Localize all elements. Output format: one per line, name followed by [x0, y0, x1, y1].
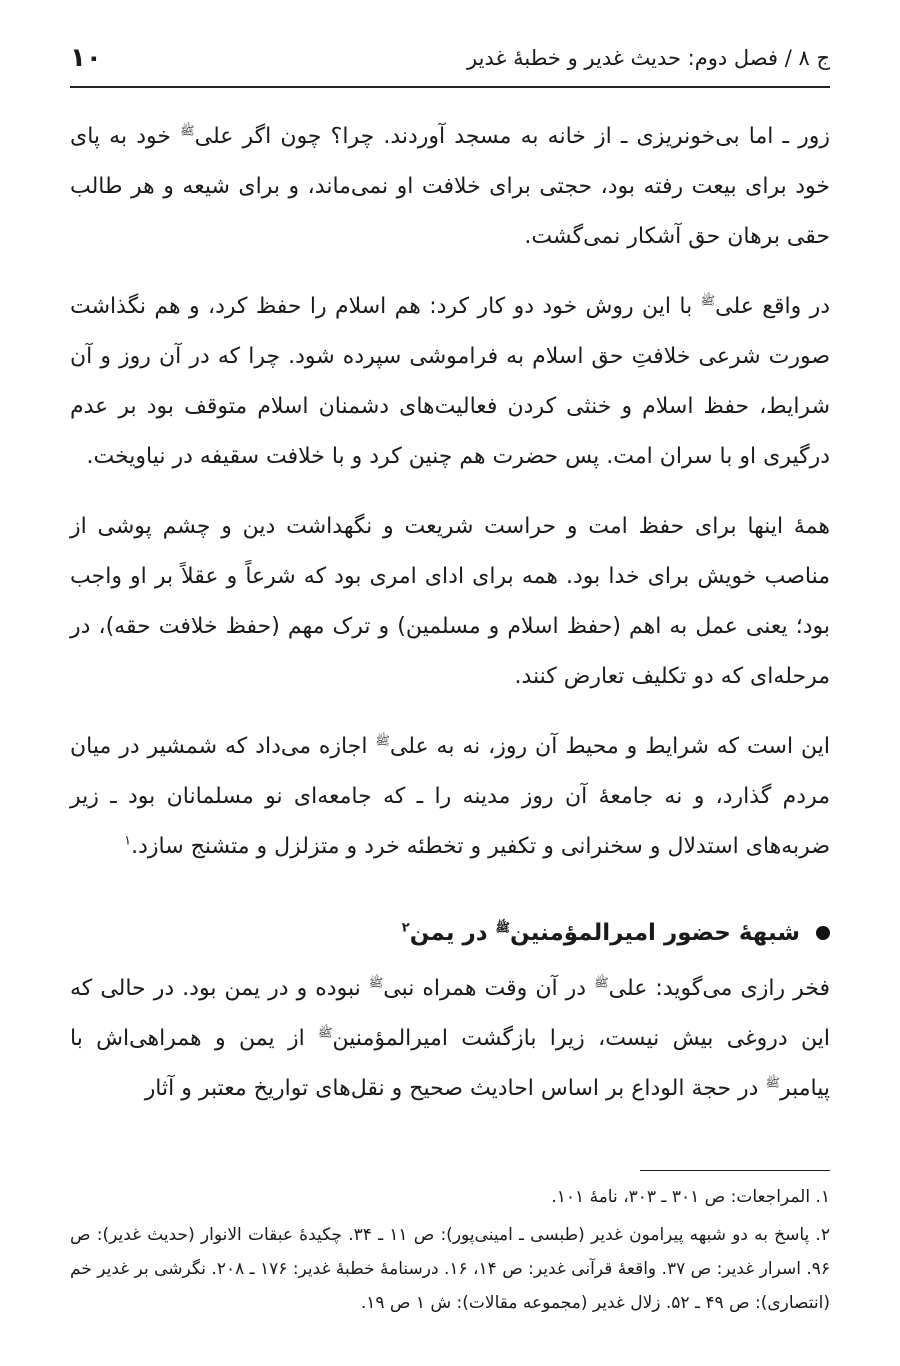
- paragraph-5-text-e: در حجة الوداع بر اساس احادیث صحیح و نقل‌های تواریخ معتبر و آثار: [144, 1076, 766, 1101]
- honorific-glyph: ﷺ: [700, 293, 716, 308]
- paragraph-5-text-d: از یمن و همراهی‌اش با پیامبر: [70, 1026, 830, 1101]
- footnote-2: ۲. پاسخ به دو شبهه پیرامون غدیر (طبسی ـ امینی‌پور): ص ۱۱ ـ ۳۴. چکیدهٔ عبقات الانوار (حدیث غدیر): ص ۹۶. اسرار غدیر: ص ۳۷. واقعهٔ قرآنی غدیر: ص ۱۴، ۱۶. درسنامهٔ خطبهٔ غدیر: ۱۷۶ ـ ۲۰۸. نگرشی بر غدیر خم (انتصاری): ص ۴۹ ـ ۵۲. زلال غدیر (مجموعه مقالات): ش ۱ ص ۱۹.: [70, 1225, 830, 1313]
- paragraph-1: [70, 112, 830, 262]
- paragraph-2: [70, 282, 830, 482]
- footnote-1: ۱. المراجعات: ص ۳۰۱ ـ ۳۰۳، نامهٔ ۱۰۱.: [551, 1187, 830, 1207]
- section-heading-text-a: شبههٔ حضور امیرالمؤمنین: [510, 920, 800, 946]
- paragraph-3-text: همهٔ اینها برای حفظ امت و حراست شریعت و نگهداشت دین و چشم پوشی از مناصب خویش برای خدا بود. همه برای ادای امری بود که شرعاً و عقلاً بر او واجب بود؛ یعنی عمل به اهم (حفظ اسلام و مسلمین) و ترک مهم (حفظ خلافت حقه)، در مرحله‌ای که دو تکلیف تعارض کنند.: [70, 514, 830, 689]
- honorific-glyph: ﷺ: [765, 1075, 780, 1090]
- footnote-divider: [640, 1170, 830, 1171]
- paragraph-2-text-a: در واقع علی: [715, 294, 830, 319]
- footnote-ref-2[interactable]: ۲: [401, 920, 410, 936]
- paragraph-5-text-a: فخر رازی می‌گوید: علی: [608, 976, 830, 1001]
- header-title: ج ۸ / فصل دوم: حدیث غدیر و خطبهٔ غدیر: [466, 46, 830, 70]
- honorific-glyph: ﷺ: [594, 975, 609, 990]
- section-heading: [70, 908, 830, 958]
- footnote-ref-1[interactable]: ۱: [124, 833, 132, 849]
- bullet-icon: [816, 926, 830, 940]
- paragraph-4-text-b: اجازه می‌داد که شمشیر در میان مردم گذارد، و نه جامعهٔ آن روز مدینه را ـ که جامعه‌ای نو مسلمانان بود ـ زیر ضربه‌های استدلال و سخنرانی و تکفیر و تخطئه خرد و متزلزل و متشنج سازد.: [70, 734, 830, 859]
- book-page: [70, 0, 830, 1366]
- body-text: [70, 112, 830, 1134]
- running-header: [70, 38, 830, 78]
- honorific-glyph: ﷺ: [180, 123, 195, 138]
- paragraph-3: [70, 502, 830, 702]
- honorific-glyph: ﷺ: [495, 920, 511, 935]
- paragraph-5: [70, 964, 830, 1114]
- honorific-glyph: ﷺ: [318, 1025, 333, 1040]
- page-number: ۱۰: [70, 43, 102, 73]
- section-heading-text-b: در یمن: [409, 920, 496, 946]
- paragraph-1-text-b: خود به پای خود برای بیعت رفته بود، حجتی برای خلافت او نمی‌ماند، و برای شیعه و هر طالب حقی برهان حق آشکار نمی‌گشت.: [70, 124, 830, 249]
- paragraph-5-text-b: در آن وقت همراه نبی: [383, 976, 595, 1001]
- paragraph-4-text-a: این است که شرایط و محیط آن روز، نه به علی: [389, 734, 830, 759]
- paragraph-5-text-c: نبوده و در یمن بود. در حالی که این دروغی بیش نیست، زیرا بازگشت امیرالمؤمنین: [70, 976, 830, 1051]
- honorific-glyph: ﷺ: [368, 975, 384, 990]
- paragraph-2-text-b: با این روش خود دو کار کرد: هم اسلام را حفظ کرد، و هم نگذاشت صورت شرعی خلافتِ حق اسلام به فراموشی سپرده شود. چرا که در آن روز و آن شرایط، حفظ اسلام و خنثی کردن فعالیت‌های دشمنان اسلام متوقف بود بر عدم درگیری او با سران امت. پس حضرت هم چنین کرد و با خلافت سقیفه در نیاویخت.: [70, 294, 830, 469]
- section-heading-text: [402, 908, 800, 958]
- paragraph-1-text-a: زور ـ اما بی‌خونریزی ـ از خانه به مسجد آوردند. چرا؟ چون اگر علی: [194, 124, 830, 149]
- header-divider: [70, 86, 830, 88]
- footnotes: [70, 1180, 830, 1324]
- paragraph-4: [70, 722, 830, 872]
- honorific-glyph: ﷺ: [375, 733, 390, 748]
